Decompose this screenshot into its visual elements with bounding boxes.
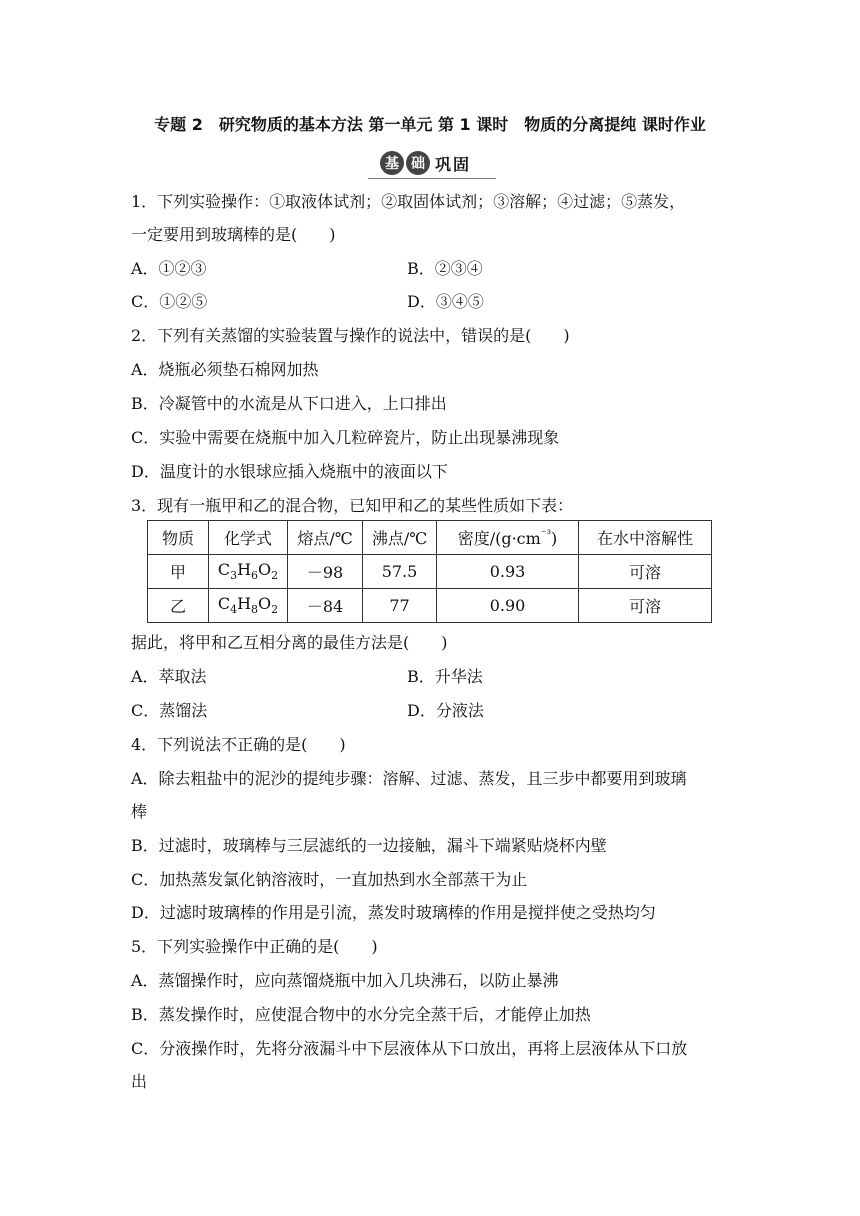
q1-stem-line-2: 一定要用到玻璃棒的是( ): [131, 225, 336, 244]
q4-option-b: B．过滤时，玻璃棒与三层滤纸的一边接触，漏斗下端紧贴烧杯内壁: [131, 836, 607, 855]
q1-stem-line-1: 1．下列实验操作：①取液体试剂；②取固体试剂；③溶解；④过滤；⑤蒸发，: [131, 192, 686, 211]
q5-option-c: C．分液操作时，先将分液漏斗中下层液体从下口放出，再将上层液体从下口放: [131, 1039, 688, 1058]
header-substance: 物质: [148, 521, 209, 555]
worksheet-title: 专题 2 研究物质的基本方法 第一单元 第 1 课时 物质的分离提纯 课时作业: [154, 115, 706, 134]
cell-formula: [209, 589, 288, 623]
q2-stem: 2．下列有关蒸馏的实验装置与操作的说法中，错误的是( ): [131, 326, 570, 345]
header-density-label: 密度/(g·cm: [457, 529, 541, 548]
q4-option-a-cont: 棒: [131, 802, 148, 821]
q1-option-c: C．①②⑤: [131, 292, 208, 311]
formula-sub: 6: [251, 569, 259, 583]
q1-option-d: D．③④⑤: [407, 292, 484, 311]
q4-stem: 4．下列说法不正确的是( ): [131, 735, 346, 754]
formula-sub: 8: [251, 603, 259, 617]
q2-option-d: D．温度计的水银球应插入烧瓶中的液面以下: [131, 462, 448, 481]
q3-option-a: A．萃取法: [131, 667, 207, 686]
q5-option-c-cont: 出: [131, 1072, 148, 1091]
cell-name: 甲: [148, 555, 209, 589]
q3-option-d: D．分液法: [407, 701, 484, 720]
header-density-exp: ⁻³: [540, 527, 552, 541]
badge-char-2: 础: [406, 151, 430, 175]
q1-option-b: B．②③④: [407, 259, 483, 278]
cell-boiling-point: 57.5: [363, 555, 437, 589]
header-density-close: ): [551, 529, 558, 548]
cell-formula: [209, 555, 288, 589]
q5-option-a: A．蒸馏操作时，应向蒸馏烧瓶中加入几块沸石，以防止暴沸: [131, 971, 559, 990]
q5-stem: 5．下列实验操作中正确的是( ): [131, 937, 378, 956]
header-density: [437, 521, 579, 555]
formula-el: O: [258, 560, 272, 580]
cell-solubility: 可溶: [579, 589, 712, 623]
header-formula: 化学式: [209, 521, 288, 555]
cell-solubility: 可溶: [579, 555, 712, 589]
formula-el: H: [237, 560, 252, 580]
formula-el: O: [258, 594, 272, 614]
q4-option-d: D．过滤时玻璃棒的作用是引流，蒸发时玻璃棒的作用是搅拌使之受热均匀: [131, 903, 656, 922]
badge-char-1: 基: [380, 151, 404, 175]
formula-el: C: [217, 594, 231, 614]
q3-option-c: C．蒸馏法: [131, 701, 208, 720]
q4-option-a: A．除去粗盐中的泥沙的提纯步骤：溶解、过滤、蒸发，且三步中都要用到玻璃: [131, 769, 687, 788]
q3-option-b: B．升华法: [407, 667, 483, 686]
table-row: [148, 555, 712, 589]
q3-after-table: 据此，将甲和乙互相分离的最佳方法是( ): [131, 633, 448, 652]
formula-el: H: [237, 594, 252, 614]
cell-boiling-point: 77: [363, 589, 437, 623]
cell-melting-point: －84: [288, 589, 363, 623]
formula-sub: 2: [271, 603, 279, 617]
q1-option-a: A．①②③: [131, 259, 207, 278]
header-solubility: 在水中溶解性: [579, 521, 712, 555]
header-melting-point: 熔点/℃: [288, 521, 363, 555]
formula-sub: 2: [271, 569, 279, 583]
properties-table: [147, 520, 712, 623]
formula-sub: 4: [230, 603, 238, 617]
q2-option-a: A．烧瓶必须垫石棉网加热: [131, 360, 319, 379]
formula-el: C: [217, 560, 231, 580]
formula-sub: 3: [230, 569, 238, 583]
cell-melting-point: －98: [288, 555, 363, 589]
badge-text: 巩固: [435, 154, 472, 174]
cell-name: 乙: [148, 589, 209, 623]
header-boiling-point: 沸点/℃: [363, 521, 437, 555]
section-badge: [380, 148, 471, 178]
q5-option-b: B．蒸发操作时，应使混合物中的水分完全蒸干后，才能停止加热: [131, 1005, 591, 1024]
table-row: [148, 589, 712, 623]
q4-option-c: C．加热蒸发氯化钠溶液时，一直加热到水全部蒸干为止: [131, 870, 528, 889]
q3-stem: 3．现有一瓶甲和乙的混合物，已知甲和乙的某些性质如下表：: [131, 496, 574, 515]
badge-underline: [368, 178, 496, 179]
cell-density: 0.93: [437, 555, 579, 589]
cell-density: 0.90: [437, 589, 579, 623]
q2-option-b: B．冷凝管中的水流是从下口进入，上口排出: [131, 394, 447, 413]
table-header-row: [148, 521, 712, 555]
q2-option-c: C．实验中需要在烧瓶中加入几粒碎瓷片，防止出现暴沸现象: [131, 428, 560, 447]
